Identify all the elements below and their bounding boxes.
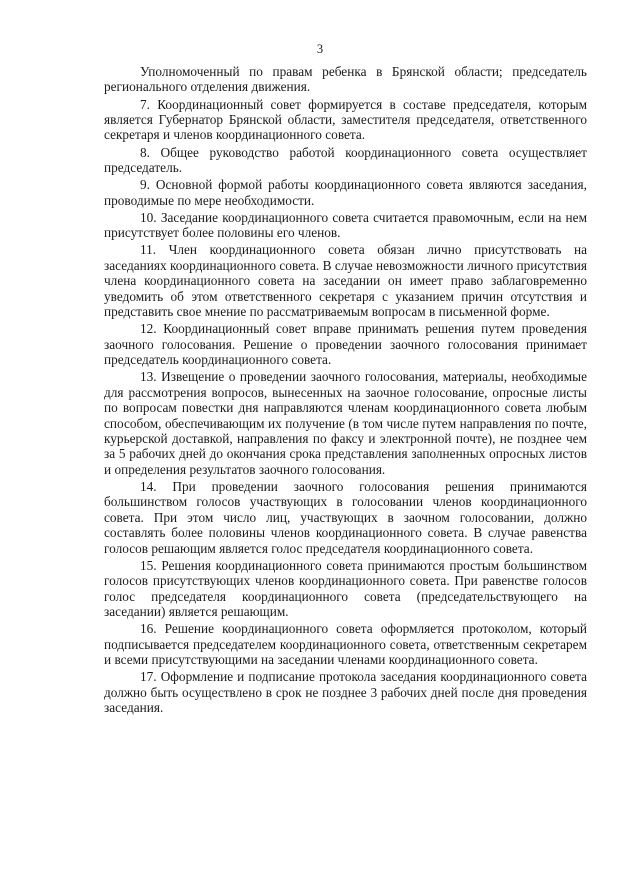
paragraph-9: 9. Основной формой работы координационного совета являются заседания, проводимые по мере необходимости. (104, 177, 587, 208)
paragraph-7: 7. Координационный совет формируется в составе председателя, которым является Губернатор Брянской области, заместителя председателя, ответственного секретаря и членов координационного совета. (104, 96, 587, 143)
paragraph-17: 17. Оформление и подписание протокола заседания координационного совета должно быть осуществлено в срок не позднее 3 рабочих дней после дня проведения заседания. (104, 669, 587, 716)
paragraph-8: 8. Общее руководство работой координационного совета осуществляет председатель. (104, 144, 587, 176)
paragraph-13: 13. Извещение о проведении заочного голосования, материалы, необходимые для рассмотрения вопросов, вынесенных на заочное голосование, опросные листы по вопросам повестки дня направляются членам координационного совета любым способом, обеспечивающим их получение (в том числе путем направления по почте, курьерской доставкой, направления по факсу и электронной почте), не позднее чем за 5 рабочих дней до окончания срока представления заполненных опросных листов и определения результатов заочного голосования. (104, 369, 587, 477)
paragraph-14: 14. При проведении заочного голосования решения принимаются большинством голосов участвующих в голосовании членов координационного совета. При этом число лиц, участвующих в заочном голосовании, должно составлять более половины членов координационного совета. В случае равенства голосов решающим является голос председателя координационного совета. (104, 478, 587, 556)
paragraph-16: 16. Решение координационного совета оформляется протоколом, который подписывается председателем координационного совета, ответственным секретарем и всеми присутствующими на заседании членами координационного совета. (104, 621, 587, 667)
paragraph-12: 12. Координационный совет вправе принимать решения путем проведения заочного голосования. Решение о проведении заочного голосования принимает председатель координационного совета. (104, 321, 587, 368)
paragraph-intro: Уполномоченный по правам ребенка в Брянской области; председатель регионального отделения движения. (104, 64, 587, 95)
page-number: 3 (316, 42, 324, 56)
paragraph-11: 11. Член координационного совета обязан лично присутствовать на заседаниях координационного совета. В случае невозможности личного присутствия члена координационного совета на заседании он имеет право заблаговременно уведомить об этом ответственного секретаря с указанием причин отсутствия и представить свое мнение по рассматриваемым вопросам в письменной форме. (104, 242, 587, 320)
document-body (104, 64, 587, 717)
paragraph-10: 10. Заседание координационного совета считается правомочным, если на нем присутствует более половины его членов. (104, 209, 587, 241)
paragraph-15: 15. Решения координационного совета принимаются простым большинством голосов присутствующих членов координационного совета. При равенстве голосов голос председателя координационного совета (председательствующего на заседании) является решающим. (104, 557, 587, 619)
